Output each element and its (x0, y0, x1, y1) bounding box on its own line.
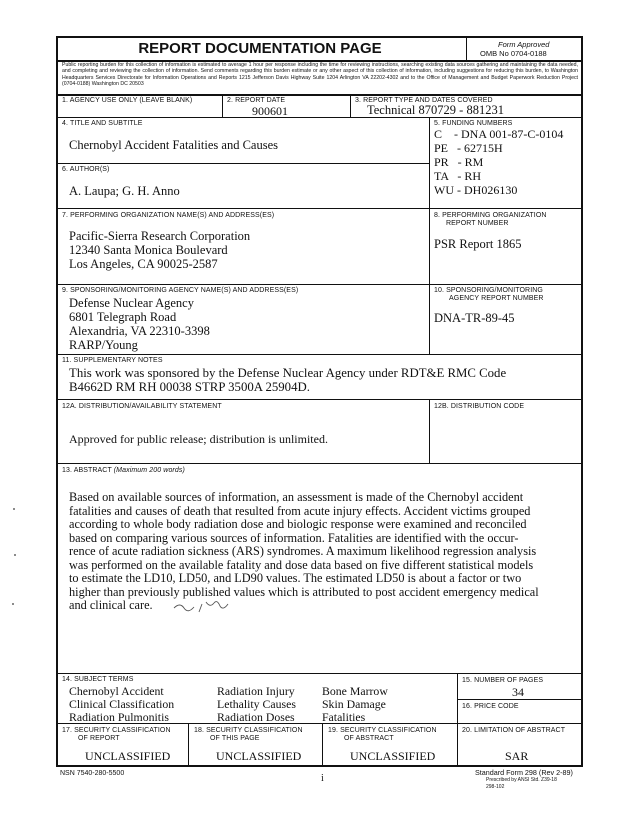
distribution-code-label: 12B. DISTRIBUTION CODE (434, 403, 525, 410)
class-report-label-2: OF REPORT (78, 735, 120, 742)
report-date-label: 2. REPORT DATE (227, 97, 286, 104)
rule-row6 (56, 163, 429, 164)
subject-term: Radiation Injury (217, 684, 295, 698)
subject-term: Chernobyl Accident (69, 684, 164, 698)
rule-row12 (56, 399, 583, 400)
sponsor-report-label: 10. SPONSORING/MONITORING (434, 287, 543, 294)
number-of-pages-label: 15. NUMBER OF PAGES (462, 677, 544, 684)
funding-line: WU - DH026130 (434, 183, 518, 197)
subject-term: Radiation Doses (217, 710, 295, 724)
abstract-label (62, 467, 185, 474)
subject-term: Radiation Pulmonitis (69, 710, 169, 724)
sponsor-report-number: DNA-TR-89-45 (434, 311, 515, 325)
class-abstract-label-2: OF ABSTRACT (344, 735, 394, 742)
report-type-label: 3. REPORT TYPE AND DATES COVERED (355, 97, 493, 104)
frame-right (581, 36, 583, 767)
page-title: REPORT DOCUMENTATION PAGE (138, 40, 382, 57)
funding-line: PE - 62715H (434, 141, 503, 155)
rule-row17-split-b (322, 724, 323, 766)
distribution-label: 12A. DISTRIBUTION/AVAILABILITY STATEMENT (62, 403, 222, 410)
class-page-label: 18. SECURITY CLASSIFICATION (194, 727, 303, 734)
abstract-label-note: (Maximum 200 words) (113, 467, 185, 474)
limitation-value: SAR (505, 749, 529, 763)
abstract-line: Based on available sources of information, an assessment is made of the Chernobyl accident (69, 490, 524, 504)
performing-org-line: 12340 Santa Monica Boulevard (69, 243, 228, 257)
abstract-line: according to whole body radiation dose and biologic response were examined and reconciled (69, 517, 527, 531)
funding-label: 5. FUNDING NUMBERS (434, 120, 513, 127)
rule-row13 (56, 463, 583, 464)
perf-report-number: PSR Report 1865 (434, 237, 522, 251)
price-code-label: 16. PRICE CODE (462, 703, 519, 710)
supplementary-label: 11. SUPPLEMENTARY NOTES (62, 357, 163, 364)
abstract-line: higher than previously published values which is attributed to post accident emergency medical (69, 584, 539, 599)
class-page-value: UNCLASSIFIED (216, 749, 302, 763)
rule-row11 (56, 354, 583, 355)
class-report-value: UNCLASSIFIED (85, 749, 171, 763)
sponsoring-line: RARP/Young (69, 338, 138, 352)
funding-line: C - DNA 001-87-C-0104 (434, 127, 564, 141)
scan-speck (14, 554, 16, 556)
burden-notice: Public reporting burden for this collection of information is estimated to average 1 hour per response including the time for reviewing instructions, searching existing data sources gathering and maintaining the data needed, and completing and reviewing the collection of information. Send comments regarding this burden estimate or any other aspect of this collection of information, including suggestions for reducing this burden, to Washington Headquarters Services Directorate for Information Operations and Reports 1215 Jefferson Davis Highway Suite 1204 Arlington VA 22202-4302 and to the Office of Management and Budget Paperwork Reduction Project (0704-0188) Washington DC 20503 (62, 62, 578, 88)
distribution-statement: Approved for public release; distribution is unlimited. (69, 432, 328, 446)
rule-title-split (466, 37, 467, 60)
subject-term: Clinical Classification (69, 697, 175, 711)
abstract-line: and clinical care. (69, 598, 153, 612)
performing-org-line: Pacific-Sierra Research Corporation (69, 229, 251, 243)
funding-line: TA - RH (434, 169, 482, 183)
abstract-line: fatalities and causes of death that resulted from acute injury effects. Accident victims grouped (69, 503, 531, 518)
frame-left (56, 36, 58, 767)
rule-row1-split-b (350, 95, 351, 118)
nsn-number: NSN 7540-280-5500 (60, 770, 125, 777)
frame-top (56, 36, 583, 38)
authors-value: A. Laupa; G. H. Anno (69, 184, 180, 198)
abstract-label-text: 13. ABSTRACT (62, 467, 112, 474)
rule-row12-split (429, 400, 430, 463)
class-abstract-label: 19. SECURITY CLASSIFICATION (328, 727, 437, 734)
subject-term: Fatalities (322, 710, 366, 724)
rule-row1 (56, 94, 583, 96)
subject-term: Skin Damage (322, 697, 386, 711)
subject-term: Bone Marrow (322, 684, 388, 698)
abstract-line: rence of acute radiation sickness (ARS) syndromes. A maximum likelihood regression analysis (69, 544, 537, 558)
scan-speck (12, 603, 14, 605)
form-approved: Form Approved (498, 40, 550, 49)
abstract-body (69, 491, 583, 613)
subject-terms-label: 14. SUBJECT TERMS (62, 676, 134, 683)
handwritten-scribble (172, 598, 242, 614)
class-abstract-value: UNCLASSIFIED (350, 749, 436, 763)
class-page-label-2: OF THIS PAGE (210, 735, 260, 742)
report-type-value: Technical 870729 - 881231 (367, 103, 504, 117)
report-date-value: 900601 (252, 104, 288, 118)
title-label: 4. TITLE AND SUBTITLE (62, 120, 143, 127)
report-title: Chernobyl Accident Fatalities and Causes (69, 138, 278, 152)
performing-org-line: Los Angeles, CA 90025-2587 (69, 257, 218, 271)
rule-row17-split-a (188, 724, 189, 766)
sponsoring-line: Alexandria, VA 22310-3398 (69, 324, 210, 338)
perf-report-label: 8. PERFORMING ORGANIZATION (434, 212, 547, 219)
standard-form: Standard Form 298 (Rev 2-89) (475, 768, 573, 777)
sponsoring-line: Defense Nuclear Agency (69, 296, 194, 310)
abstract-line: to estimate the LD10, LD50, and LD90 values. The estimated LD50 is about a factor or two (69, 571, 522, 585)
supplementary-line: B4662D RM RH 00038 STRP 3500A 25904D. (69, 380, 310, 394)
abstract-line: based on comparing various sources of information. Fatalities are identified with the occur- (69, 530, 519, 545)
supplementary-line: This work was sponsored by the Defense Nuclear Agency under RDT&E RMC Code (69, 366, 507, 380)
rule-col-right (429, 118, 430, 354)
rule-row9 (56, 284, 583, 285)
sponsoring-label: 9. SPONSORING/MONITORING AGENCY NAME(S) AND ADDRESS(ES) (62, 287, 299, 294)
performing-org-label: 7. PERFORMING ORGANIZATION NAME(S) AND ADDRESS(ES) (62, 212, 275, 219)
abstract-line: was performed on the available fatality and dose data based on five different statistical models (69, 557, 534, 572)
class-report-label: 17. SECURITY CLASSIFICATION (62, 727, 171, 734)
perf-report-label-2: REPORT NUMBER (446, 220, 509, 227)
funding-line: PR - RM (434, 155, 484, 169)
agency-use-label: 1. AGENCY USE ONLY (LEAVE BLANK) (62, 97, 193, 104)
rule-row14 (56, 673, 583, 674)
rule-row1-split-a (222, 95, 223, 118)
authors-label: 6. AUTHOR(S) (62, 166, 110, 173)
number-of-pages: 34 (512, 685, 524, 699)
rule-row17-split-c (457, 724, 458, 766)
rule-row7 (56, 208, 583, 209)
form-code: 298-102 (486, 784, 505, 790)
sponsoring-line: 6801 Telegraph Road (69, 310, 177, 324)
limitation-label: 20. LIMITATION OF ABSTRACT (462, 727, 566, 734)
sponsor-report-label-2: AGENCY REPORT NUMBER (449, 295, 544, 302)
page-number: i (321, 773, 324, 784)
scan-speck (13, 508, 15, 510)
frame-bottom (56, 765, 583, 767)
subject-term: Lethality Causes (217, 697, 296, 711)
omb-number: OMB No 0704-0188 (480, 49, 547, 58)
prescribed-by: Prescribed by ANSI Std. Z39-18 (486, 777, 557, 783)
